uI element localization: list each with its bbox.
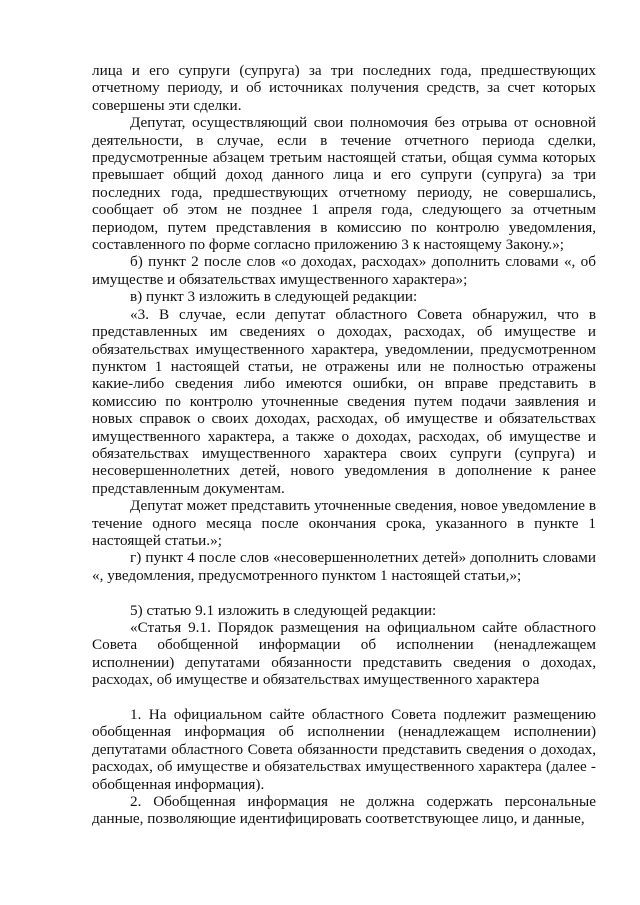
paragraph-9: «Статья 9.1. Порядок размещения на официальном сайте областного Совета обобщенной информации об исполнении (ненадлежащем исполнении) депутатами обязанности представить сведения о доходах, расходах, об имуществе и обязательствах имущественного характера bbox=[92, 618, 596, 689]
paragraph-11: 2. Обобщенная информация не должна содержать персональные данные, позволяющие идентифицировать соответствующее лицо, и данные, bbox=[92, 793, 596, 828]
paragraph-6: Депутат может представить уточненные сведения, новое уведомление в течение одного месяца после окончания срока, указанного в пункте 1 настоящей статьи.»; bbox=[92, 497, 596, 549]
paragraph-10: 1. На официальном сайте областного Совета подлежит размещению обобщенная информация об исполнении (ненадлежащем исполнении) депутатами областного Совета обязанности представить сведения о доходах, расходах, об имуществе и обязательствах имущественного характера (далее - обобщенная информация). bbox=[92, 706, 596, 793]
paragraph-7: г) пункт 4 после слов «несовершеннолетних детей» дополнить словами «, уведомления, предусмотренного пунктом 1 настоящей статьи,»; bbox=[92, 549, 596, 584]
paragraph-2: Депутат, осуществляющий свои полномочия без отрыва от основной деятельности, в случае, если в течение отчетного периода сделки, предусмотренные абзацем третьим настоящей статьи, общая сумма которых превышает общий доход данного лица и его супруги (супруга) за три последних года, предшествующих отчетному периоду, не совершались, сообщает об этом не позднее 1 апреля года, следующего за отчетным периодом, путем представления в комиссию по контролю уведомления, составленного по форме согласно приложению 3 к настоящему Закону.»; bbox=[92, 114, 596, 254]
paragraph-8: 5) статью 9.1 изложить в следующей редакции: bbox=[130, 601, 437, 619]
paragraph-3: б) пункт 2 после слов «о доходах, расходах» дополнить словами «, об имуществе и обязательствах имущественного характера»; bbox=[92, 253, 596, 288]
paragraph-4: в) пункт 3 изложить в следующей редакции: bbox=[130, 288, 418, 306]
paragraph-1: лица и его супруги (супруга) за три последних года, предшествующих отчетному периоду, и об источниках получения средств, за счет которых совершены эти сделки. bbox=[92, 62, 596, 114]
document-body bbox=[92, 62, 596, 828]
paragraph-5: «3. В случае, если депутат областного Совета обнаружил, что в представленных им сведениях о доходах, расходах, об имуществе и обязательствах имущественного характера, уведомлении, предусмотренном пунктом 1 настоящей статьи, не отражены или не полностью отражены какие-либо сведения либо имеются ошибки, он вправе представить в комиссию по контролю уточненные сведения путем подачи заявления и новых справок о своих доходах, расходах, об имуществе и обязательствах имущественного характера, а также о доходах, расходах, об имуществе и обязательствах имущественного характера своих супруги (супруга) и несовершеннолетних детей, нового уведомления в дополнение к ранее представленным документам. bbox=[92, 305, 596, 497]
